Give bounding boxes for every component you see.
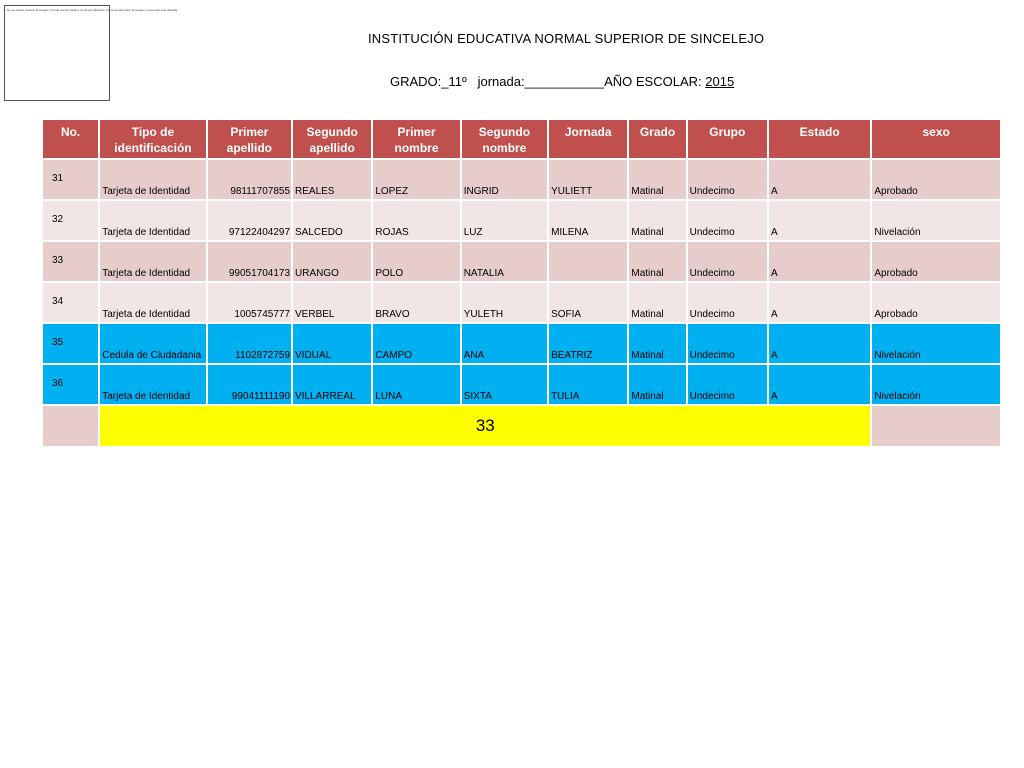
id-number-cell: 1005745777 [208,283,291,322]
second-name-cell: YULIETT [549,160,627,199]
status-cell: Nivelación [872,324,1000,363]
grade-cell: Undecimo [688,160,767,199]
id-number-cell: 97122404297 [208,201,291,240]
column-header-grade: Grado [629,120,685,158]
second-name-cell: SOFIA [549,283,627,322]
second-name-cell: MILENA [549,201,627,240]
document-title: INSTITUCIÓN EDUCATIVA NORMAL SUPERIOR DE SINCELEJO [368,31,765,46]
second-surname-cell: POLO [373,242,459,281]
column-header-first-surname: Primer apellido [208,120,291,158]
first-name-cell: LUZ [462,201,547,240]
id-number-cell: 98111707855 [208,160,291,199]
second-surname-cell: LOPEZ [373,160,459,199]
grade-cell: Undecimo [688,283,767,322]
second-name-cell: BEATRIZ [549,324,627,363]
status-cell: Aprobado [872,283,1000,322]
group-cell: A [769,160,870,199]
row-number: 36 [43,365,98,404]
grade-cell: Undecimo [688,242,767,281]
column-header-second-surname: Segundo apellido [293,120,371,158]
broken-image-text: No se puede mostrar la imagen. Puede que su equipo no tenga suficiente memoria para abrir la imagen o que ésta esté dañada. [7,8,178,12]
id-type-cell: Cedula de Ciudadania [100,324,205,363]
row-number: 31 [43,160,98,199]
status-cell: Aprobado [872,160,1000,199]
shift-cell: Matinal [629,283,685,322]
column-header-second-name: Segundo nombre [462,120,547,158]
column-header-first-name: Primer nombre [373,120,459,158]
table-row [43,160,1000,199]
first-surname-cell: URANGO [293,242,371,281]
id-number-cell: 99041111190 [208,365,291,404]
first-name-cell: SIXTA [462,365,547,404]
id-type-cell: Tarjeta de Identidad [100,160,205,199]
school-year: 2015 [705,74,735,89]
row-number: 35 [43,324,98,363]
first-name-cell: INGRID [462,160,547,199]
first-name-cell: NATALIA [462,242,547,281]
group-cell: A [769,242,870,281]
status-cell: Nivelación [872,201,1000,240]
second-surname-cell: CAMPO [373,324,459,363]
group-cell: A [769,283,870,322]
first-surname-cell: VIDUAL [293,324,371,363]
group-cell: A [769,324,870,363]
row-number: 34 [43,283,98,322]
second-name-cell: TULIA [549,365,627,404]
column-header-id-type: Tipo de identificación [100,120,205,158]
first-name-cell: ANA [462,324,547,363]
shift-cell: Matinal [629,201,685,240]
status-cell: Aprobado [872,242,1000,281]
id-type-cell: Tarjeta de Identidad [100,365,205,404]
table-row [43,365,1000,404]
first-name-cell: YULETH [462,283,547,322]
table-row [43,201,1000,240]
grade-cell: Undecimo [688,365,767,404]
shift-cell: Matinal [629,324,685,363]
total-row-blank-cell [872,406,1000,446]
table-row [43,242,1000,281]
id-type-cell: Tarjeta de Identidad [100,242,205,281]
id-type-cell: Tarjeta de Identidad [100,201,205,240]
status-cell: Nivelación [872,365,1000,404]
shift-cell: Matinal [629,365,685,404]
column-header-group: Grupo [688,120,767,158]
first-surname-cell: SALCEDO [293,201,371,240]
table-row [43,324,1000,363]
id-number-cell: 1102872759 [208,324,291,363]
total-cell: 33 [100,406,870,446]
second-surname-cell: ROJAS [373,201,459,240]
grade-cell: Undecimo [688,201,767,240]
first-surname-cell: VERBEL [293,283,371,322]
column-header-status: Estado [769,120,870,158]
table-row [43,283,1000,322]
shift-cell: Matinal [629,242,685,281]
group-cell: A [769,201,870,240]
header-row [43,120,1000,158]
row-number: 32 [43,201,98,240]
row-number: 33 [43,242,98,281]
grade-cell: Undecimo [688,324,767,363]
second-surname-cell: LUNA [373,365,459,404]
shift-cell: Matinal [629,160,685,199]
total-row [43,406,1000,446]
second-name-cell [549,242,627,281]
first-surname-cell: VILLARREAL [293,365,371,404]
student-roster-table [41,118,1002,448]
group-cell: A [769,365,870,404]
column-header-sex: sexo [872,120,1000,158]
id-number-cell: 99051704173 [208,242,291,281]
second-surname-cell: BRAVO [373,283,459,322]
document-subtitle [390,74,734,89]
column-header-shift: Jornada [549,120,627,158]
subtitle-grade-shift: GRADO:_11º jornada:___________AÑO ESCOLAR: [390,74,706,89]
first-surname-cell: REALES [293,160,371,199]
id-type-cell: Tarjeta de Identidad [100,283,205,322]
total-row-blank-cell [43,406,98,446]
logo-image-placeholder [4,5,178,101]
column-header-no: No. [43,120,98,158]
